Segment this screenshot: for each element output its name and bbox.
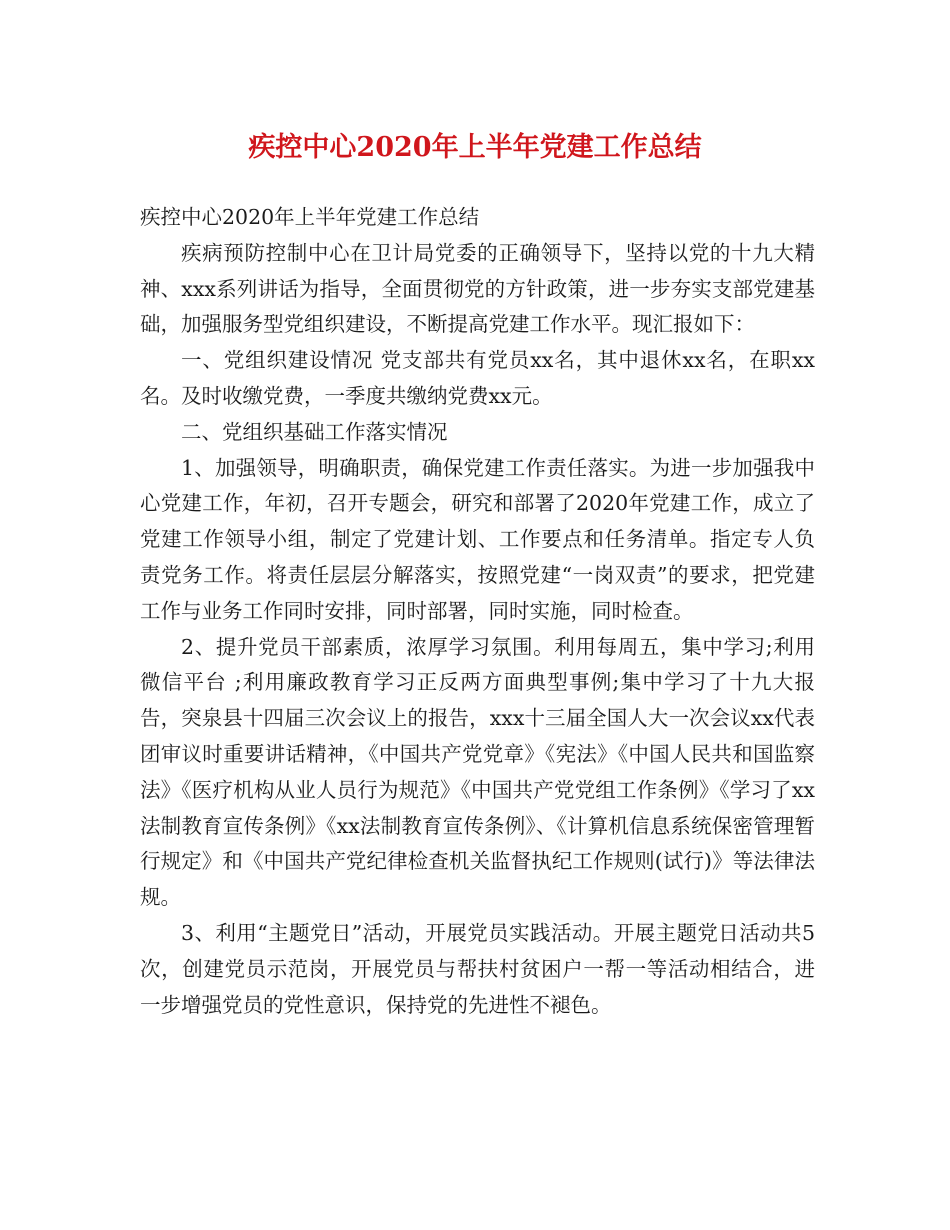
- paragraph-item-3: 3、利用“主题党日”活动，开展党员实践活动。开展主题党日活动共5次，创建党员示范岗，开展党员与帮扶村贫困户一帮一等活动相结合，进一步增强党员的党性意识，保持党的先进性不褪色。: [140, 920, 815, 1017]
- document-body: [140, 200, 815, 1023]
- paragraph-item-2: 2、提升党员干部素质，浓厚学习氛围。利用每周五，集中学习;利用微信平台 ;利用廉政教育学习正反两方面典型事例;集中学习了十九大报告，突泉县十四届三次会议上的报告，xxx十三届全国人大一次会议xx代表团审议时重要讲话精神，《中国共产党党章》《宪法》《中国人民共和国监察法》《医疗机构从业人员行为规范》《中国共产党党组工作条例》《学习了xx法制教育宣传条例》《xx法制教育宣传条例》、《计算机信息系统保密管理暂行规定》和《中国共产党纪律检查机关监督执纪工作规则(试行)》等法律法规。: [140, 634, 815, 910]
- paragraph-item-1: 1、加强领导，明确职责，确保党建工作责任落实。为进一步加强我中心党建工作，年初，召开专题会，研究和部署了2020年党建工作，成立了党建工作领导小组，制定了党建计划、工作要点和任务清单。指定专人负责党务工作。将责任层层分解落实，按照党建“一岗双责”的要求，把党建工作与业务工作同时安排，同时部署，同时实施，同时检查。: [140, 455, 815, 623]
- paragraph-heading: 疾控中心2020年上半年党建工作总结: [140, 205, 480, 229]
- paragraph-section-2: 二、党组织基础工作落实情况: [181, 419, 448, 444]
- paragraph-section-1: 一、党组织建设情况 党支部共有党员xx名，其中退休xx名，在职xx名。及时收缴党费，一季度共缴纳党费xx元。: [140, 348, 815, 408]
- document-title: 疾控中心2020年上半年党建工作总结: [248, 132, 702, 163]
- paragraph-intro: 疾病预防控制中心在卫计局党委的正确领导下，坚持以党的十九大精神、xxx系列讲话为指导，全面贯彻党的方针政策，进一步夯实支部党建基础，加强服务型党组织建设，不断提高党建工作水平。现汇报如下：: [140, 240, 815, 337]
